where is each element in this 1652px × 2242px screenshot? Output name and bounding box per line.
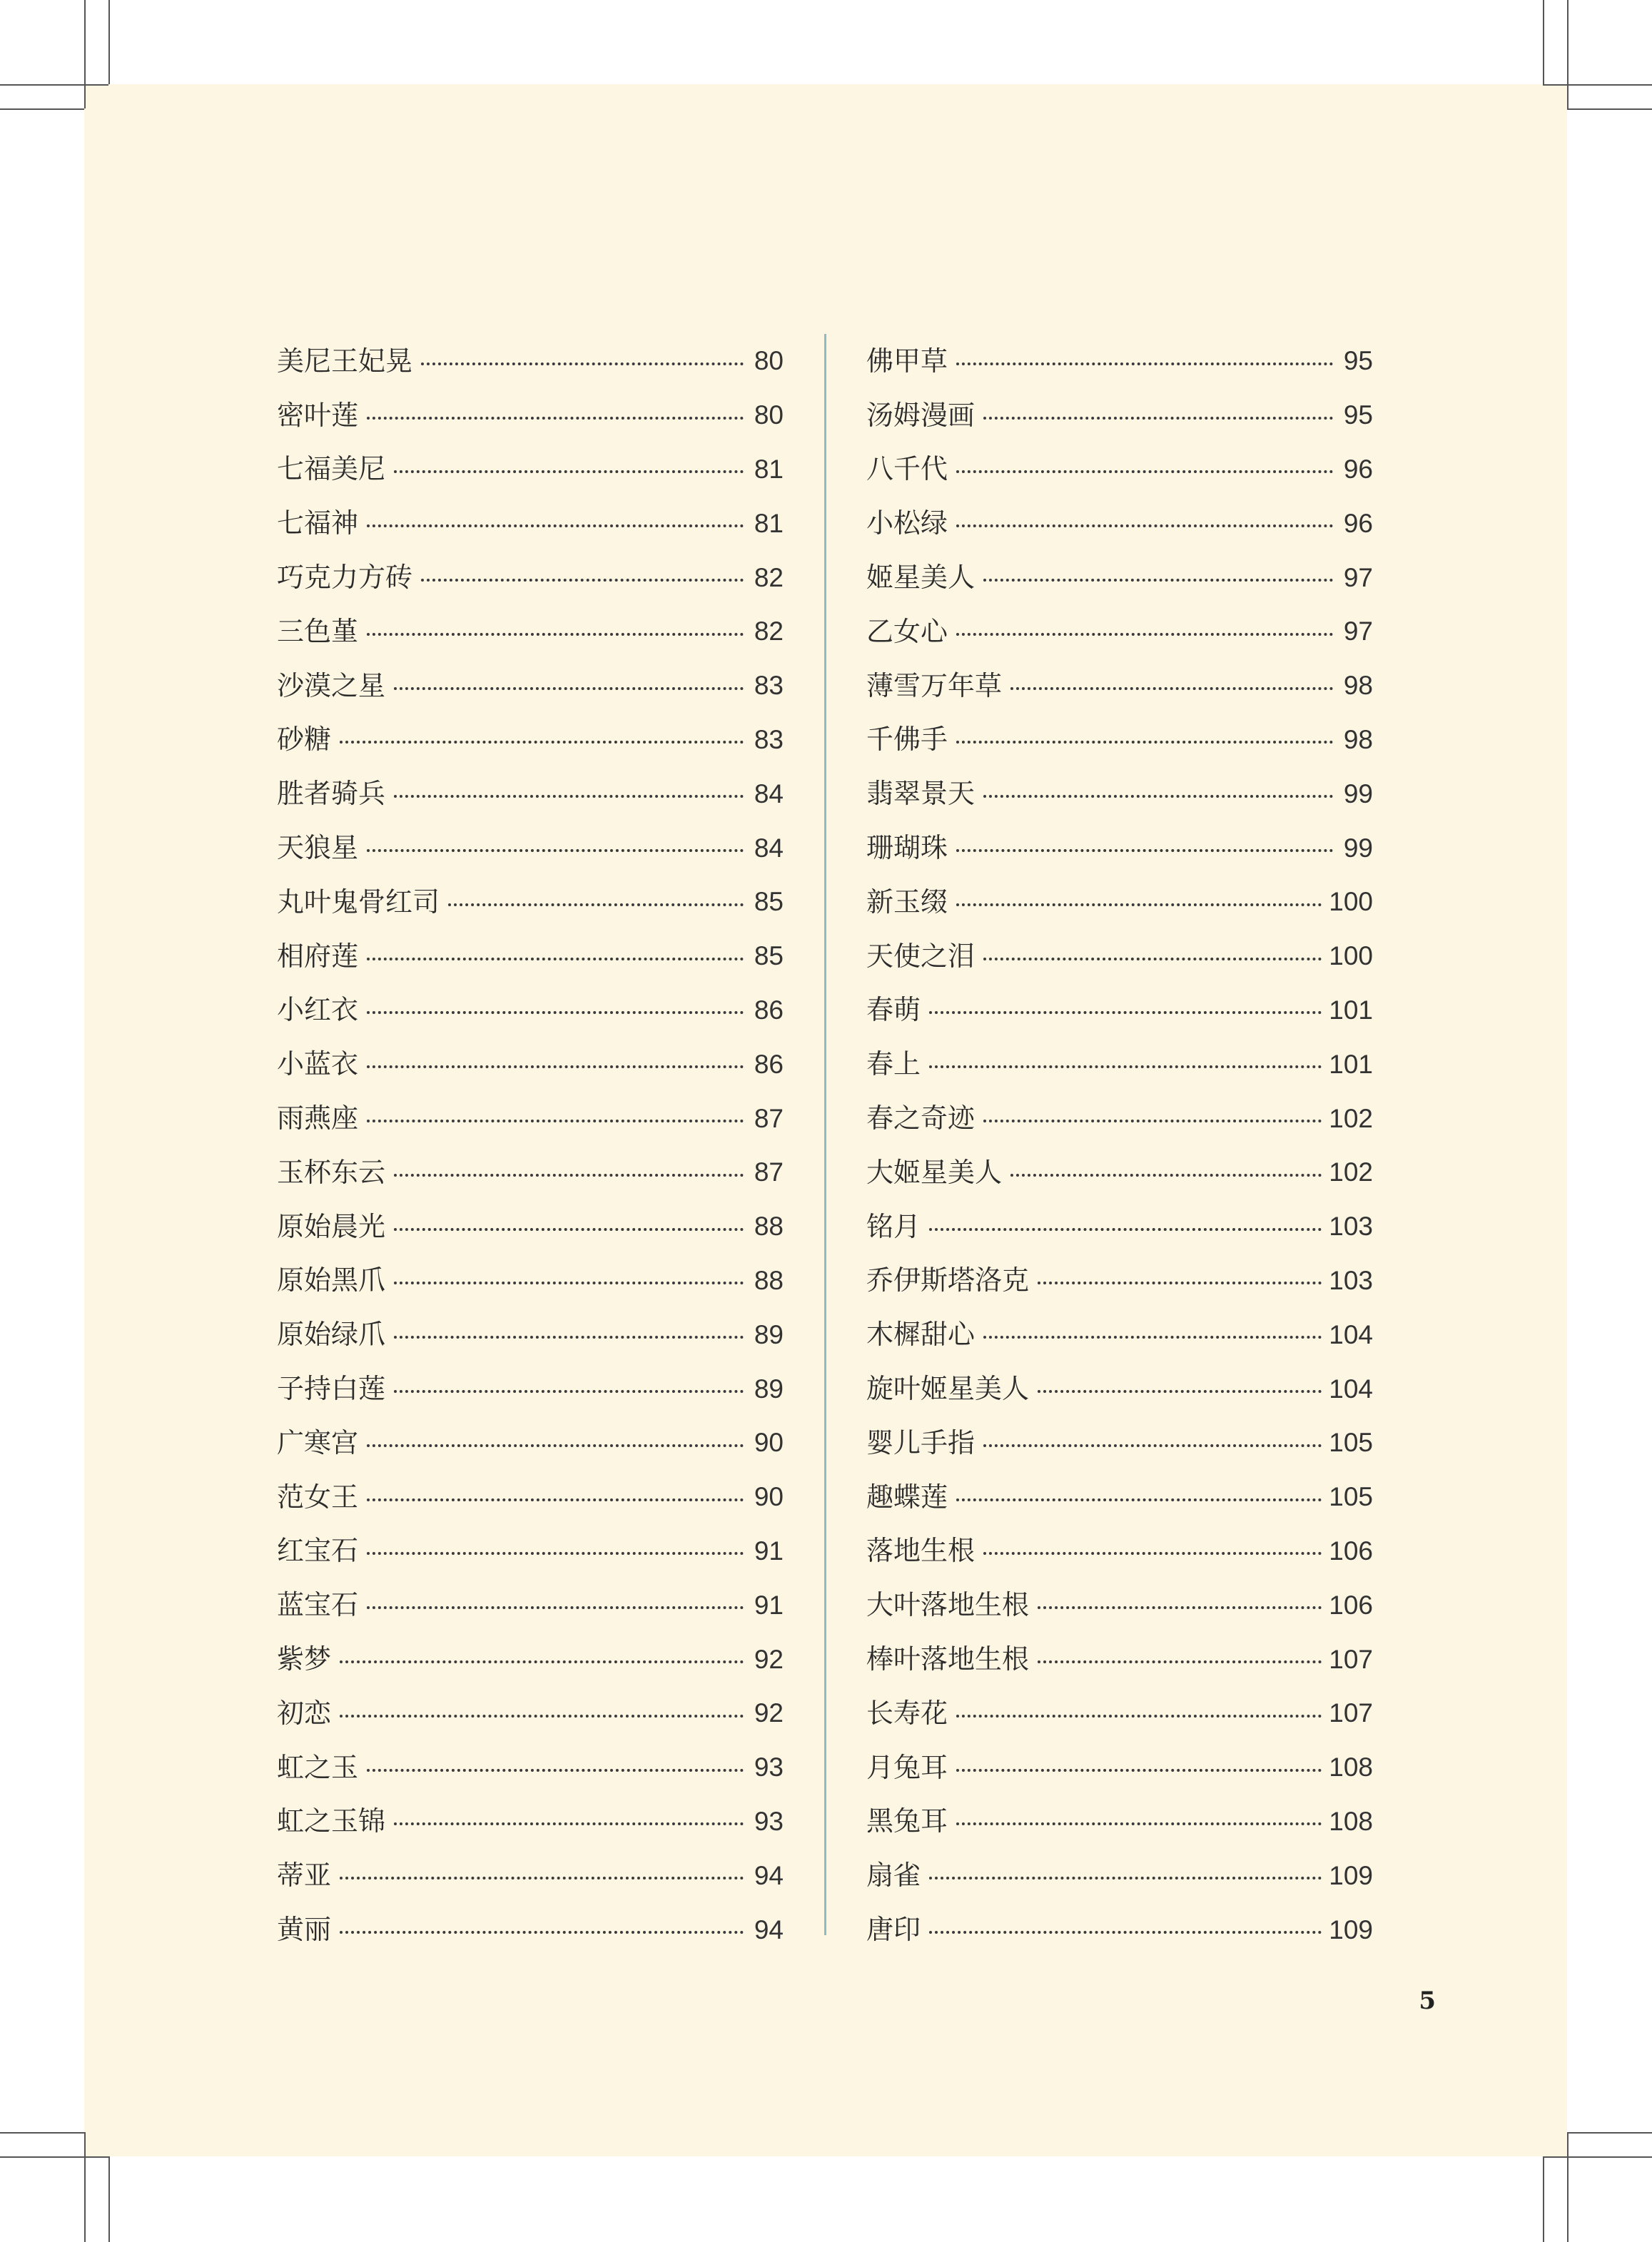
toc-entry-title: 巧克力方砖 — [277, 562, 413, 594]
toc-dot-leader — [367, 1498, 744, 1501]
toc-entry[interactable] — [277, 766, 784, 821]
toc-entry-page: 102 — [1329, 1103, 1373, 1133]
toc-right-column — [866, 334, 1373, 1957]
toc-entry[interactable] — [277, 1524, 784, 1578]
toc-entry-page: 89 — [754, 1319, 784, 1349]
toc-entry[interactable] — [277, 1416, 784, 1470]
toc-entry[interactable] — [866, 875, 1373, 929]
toc-entry-page: 81 — [754, 454, 784, 484]
toc-entry-title: 黄丽 — [277, 1914, 332, 1945]
crop-mark — [1543, 2156, 1652, 2158]
toc-entry[interactable] — [277, 442, 784, 497]
toc-dot-leader — [929, 1011, 1322, 1014]
toc-entry-page: 95 — [1343, 346, 1373, 376]
toc-dot-leader — [367, 417, 744, 420]
toc-entry-title: 乙女心 — [866, 615, 948, 647]
toc-entry-page: 86 — [754, 995, 784, 1025]
toc-entry-title: 原始绿爪 — [277, 1319, 386, 1351]
toc-entry-title: 虹之玉 — [277, 1751, 359, 1783]
toc-entry-title: 丸叶鬼骨红司 — [277, 886, 440, 918]
toc-dot-leader — [1038, 1660, 1322, 1663]
toc-entry[interactable] — [866, 1902, 1373, 1957]
toc-entry-page: 105 — [1329, 1482, 1373, 1512]
toc-entry-page: 108 — [1329, 1806, 1373, 1836]
toc-entry-page: 99 — [1343, 778, 1373, 808]
toc-entry-page: 98 — [1343, 724, 1373, 754]
toc-entry-title: 广寒宫 — [277, 1426, 359, 1459]
toc-dot-leader — [367, 958, 744, 960]
toc-entry[interactable] — [277, 983, 784, 1038]
toc-entry[interactable] — [277, 1091, 784, 1145]
toc-entry[interactable] — [277, 1037, 784, 1091]
toc-entry-title: 婴儿手指 — [866, 1426, 976, 1459]
toc-entry[interactable] — [866, 1632, 1373, 1686]
toc-entry-title: 薄雪万年草 — [866, 669, 1003, 701]
toc-dot-leader — [956, 1498, 1322, 1501]
toc-entry[interactable] — [277, 1686, 784, 1740]
toc-entry-page: 103 — [1329, 1212, 1373, 1242]
toc-entry[interactable] — [866, 334, 1373, 388]
toc-entry-title: 初恋 — [277, 1697, 332, 1729]
toc-entry[interactable] — [277, 1199, 784, 1254]
toc-entry-title: 紫梦 — [277, 1643, 332, 1675]
crop-mark — [0, 108, 84, 110]
toc-entry-page: 109 — [1329, 1860, 1373, 1890]
toc-entry[interactable] — [866, 388, 1373, 442]
toc-entry[interactable] — [277, 821, 784, 875]
toc-entry-title: 蓝宝石 — [277, 1589, 359, 1621]
crop-mark — [108, 0, 110, 84]
toc-entry[interactable] — [277, 1740, 784, 1795]
toc-entry[interactable] — [277, 550, 784, 604]
toc-entry-page: 108 — [1329, 1752, 1373, 1782]
toc-entry-title: 汤姆漫画 — [866, 399, 976, 431]
toc-entry-title: 新玉缀 — [866, 886, 948, 918]
toc-entry-title: 玉杯东云 — [277, 1156, 386, 1188]
toc-entry-title: 子持白莲 — [277, 1373, 386, 1405]
toc-entry[interactable] — [277, 1578, 784, 1632]
toc-entry[interactable] — [277, 496, 784, 550]
toc-entry-page: 104 — [1329, 1319, 1373, 1349]
toc-entry-page: 83 — [754, 724, 784, 754]
toc-dot-leader — [1038, 1390, 1322, 1393]
toc-dot-leader — [956, 362, 1333, 365]
toc-entry-page: 95 — [1343, 400, 1373, 430]
toc-entry-page: 93 — [754, 1806, 784, 1836]
toc-dot-leader — [421, 579, 744, 582]
toc-entry-page: 82 — [754, 617, 784, 646]
toc-dot-leader — [448, 903, 744, 906]
toc-dot-leader — [956, 1769, 1322, 1772]
toc-entry[interactable] — [277, 713, 784, 767]
toc-entry-title: 三色堇 — [277, 615, 359, 647]
toc-entry-title: 月兔耳 — [866, 1751, 948, 1783]
toc-entry[interactable] — [866, 496, 1373, 550]
toc-entry-page: 84 — [754, 833, 784, 863]
crop-mark — [1567, 108, 1652, 110]
toc-dot-leader — [983, 958, 1322, 960]
toc-entry-title: 大姬星美人 — [866, 1156, 1003, 1188]
toc-entry-page: 87 — [754, 1157, 784, 1187]
toc-dot-leader — [394, 1390, 744, 1393]
toc-dot-leader — [956, 741, 1333, 744]
toc-entry[interactable] — [866, 713, 1373, 767]
toc-entry-title: 八千代 — [866, 453, 948, 485]
toc-entry-title: 扇雀 — [866, 1860, 921, 1892]
toc-entry-page: 91 — [754, 1590, 784, 1620]
toc-entry[interactable] — [866, 1361, 1373, 1416]
toc-entry[interactable] — [866, 983, 1373, 1038]
toc-dot-leader — [983, 1336, 1322, 1339]
toc-entry-title: 美尼王妃晃 — [277, 345, 413, 377]
toc-entry-title: 虹之玉锦 — [277, 1805, 386, 1837]
toc-entry[interactable] — [277, 929, 784, 983]
toc-dot-leader — [367, 1552, 744, 1555]
toc-entry[interactable] — [277, 604, 784, 659]
toc-entry-title: 小红衣 — [277, 994, 359, 1026]
toc-entry[interactable] — [277, 1795, 784, 1849]
toc-entry-title: 砂糖 — [277, 724, 332, 756]
toc-entry-title: 沙漠之星 — [277, 669, 386, 701]
toc-entry-page: 83 — [754, 671, 784, 701]
toc-dot-leader — [394, 1174, 744, 1177]
toc-entry-title: 春上 — [866, 1048, 921, 1080]
toc-entry[interactable] — [866, 1848, 1373, 1902]
crop-mark — [1567, 2132, 1569, 2242]
toc-dot-leader — [929, 1877, 1322, 1880]
toc-entry-page: 94 — [754, 1914, 784, 1944]
toc-entry[interactable] — [866, 604, 1373, 659]
toc-entry-title: 黑兔耳 — [866, 1805, 948, 1837]
toc-entry-page: 88 — [754, 1265, 784, 1295]
toc-entry-page: 94 — [754, 1860, 784, 1890]
toc-entry-title: 蒂亚 — [277, 1860, 332, 1892]
toc-dot-leader — [983, 417, 1333, 420]
toc-entry-page: 92 — [754, 1644, 784, 1674]
toc-dot-leader — [367, 633, 744, 636]
toc-dot-leader — [956, 849, 1333, 852]
crop-mark — [1543, 84, 1652, 86]
toc-dot-leader — [394, 1282, 744, 1284]
crop-mark — [1543, 2156, 1544, 2242]
toc-entry-title: 落地生根 — [866, 1535, 976, 1567]
toc-entry-page: 100 — [1329, 887, 1373, 917]
toc-entry[interactable] — [866, 1470, 1373, 1524]
toc-dot-leader — [394, 1822, 744, 1825]
toc-dot-leader — [421, 362, 744, 365]
toc-entry-page: 102 — [1329, 1157, 1373, 1187]
toc-entry[interactable] — [866, 442, 1373, 497]
toc-entry-title: 红宝石 — [277, 1535, 359, 1567]
toc-entry-title: 千佛手 — [866, 724, 948, 756]
toc-dot-leader — [367, 849, 744, 852]
toc-entry[interactable] — [866, 1524, 1373, 1578]
toc-dot-leader — [983, 579, 1333, 582]
toc-entry[interactable] — [866, 1416, 1373, 1470]
toc-dot-leader — [367, 1011, 744, 1014]
toc-dot-leader — [983, 1444, 1322, 1447]
toc-dot-leader — [956, 524, 1333, 527]
toc-dot-leader — [340, 1877, 744, 1880]
toc-entry-title: 春萌 — [866, 994, 921, 1026]
toc-dot-leader — [340, 741, 744, 744]
crop-mark — [1543, 0, 1544, 84]
toc-entry-title: 七福美尼 — [277, 453, 386, 485]
toc-entry-title: 七福神 — [277, 507, 359, 539]
toc-entry-title: 铭月 — [866, 1210, 921, 1242]
toc-dot-leader — [983, 795, 1333, 798]
toc-entry-title: 趣蝶莲 — [866, 1481, 948, 1513]
toc-entry-title: 姬星美人 — [866, 562, 976, 594]
toc-entry[interactable] — [277, 1470, 784, 1524]
toc-left-column — [277, 334, 784, 1957]
toc-dot-leader — [340, 1931, 744, 1934]
toc-dot-leader — [367, 1065, 744, 1068]
toc-entry-page: 93 — [754, 1752, 784, 1782]
toc-entry-page: 107 — [1329, 1698, 1373, 1728]
toc-entry[interactable] — [277, 659, 784, 713]
toc-entry-title: 范女王 — [277, 1481, 359, 1513]
toc-dot-leader — [394, 1336, 744, 1339]
toc-dot-leader — [929, 1931, 1322, 1934]
toc-dot-leader — [1038, 1606, 1322, 1609]
crop-mark — [84, 2132, 86, 2242]
toc-dot-leader — [956, 1822, 1322, 1825]
toc-dot-leader — [367, 524, 744, 527]
toc-entry-page: 97 — [1343, 617, 1373, 646]
toc-entry-title: 珊瑚珠 — [866, 832, 948, 864]
toc-entry-title: 小松绿 — [866, 507, 948, 539]
toc-dot-leader — [340, 1715, 744, 1718]
toc-dot-leader — [929, 1228, 1322, 1231]
crop-mark — [1567, 0, 1569, 108]
toc-dot-leader — [367, 1606, 744, 1609]
toc-entry-page: 109 — [1329, 1914, 1373, 1944]
toc-entry-page: 98 — [1343, 671, 1373, 701]
toc-entry[interactable] — [277, 875, 784, 929]
toc-entry-page: 97 — [1343, 562, 1373, 592]
toc-dot-leader — [367, 1769, 744, 1772]
toc-entry-page: 80 — [754, 346, 784, 376]
toc-entry-page: 99 — [1343, 833, 1373, 863]
toc-entry-page: 84 — [754, 778, 784, 808]
toc-entry-page: 106 — [1329, 1590, 1373, 1620]
toc-entry-title: 密叶莲 — [277, 399, 359, 431]
toc-entry-title: 天狼星 — [277, 832, 359, 864]
toc-entry[interactable] — [277, 1254, 784, 1308]
toc-entry-page: 105 — [1329, 1428, 1373, 1458]
toc-entry-page: 86 — [754, 1049, 784, 1079]
crop-mark — [0, 2132, 84, 2134]
toc-dot-leader — [1038, 1282, 1322, 1284]
toc-entry-page: 92 — [754, 1698, 784, 1728]
toc-entry[interactable] — [866, 550, 1373, 604]
toc-entry-page: 91 — [754, 1536, 784, 1566]
toc-entry-title: 天使之泪 — [866, 940, 976, 972]
toc-entry-title: 相府莲 — [277, 940, 359, 972]
toc-entry-page: 103 — [1329, 1265, 1373, 1295]
toc-entry-title: 胜者骑兵 — [277, 778, 386, 810]
toc-entry-page: 90 — [754, 1482, 784, 1512]
toc-entry[interactable] — [866, 821, 1373, 875]
toc-dot-leader — [394, 1228, 744, 1231]
toc-entry[interactable] — [866, 1740, 1373, 1795]
toc-entry[interactable] — [866, 659, 1373, 713]
page-number: 5 — [1419, 1987, 1436, 2015]
toc-dot-leader — [956, 470, 1333, 473]
toc-entry-page: 96 — [1343, 454, 1373, 484]
crop-mark — [108, 2156, 110, 2242]
toc-dot-leader — [394, 795, 744, 798]
toc-dot-leader — [929, 1065, 1322, 1068]
column-divider — [824, 334, 826, 1935]
toc-dot-leader — [1010, 687, 1333, 690]
toc-entry[interactable] — [277, 1307, 784, 1361]
toc-entry-page: 87 — [754, 1103, 784, 1133]
toc-entry-page: 80 — [754, 400, 784, 430]
toc-dot-leader — [983, 1552, 1322, 1555]
toc-entry-title: 小蓝衣 — [277, 1048, 359, 1080]
toc-entry-page: 107 — [1329, 1644, 1373, 1674]
crop-mark — [0, 2156, 108, 2158]
toc-dot-leader — [394, 470, 744, 473]
toc-entry-page: 101 — [1329, 1049, 1373, 1079]
toc-entry-page: 81 — [754, 508, 784, 538]
toc-dot-leader — [983, 1120, 1322, 1122]
toc-entry[interactable] — [866, 1199, 1373, 1254]
toc-entry-title: 旋叶姬星美人 — [866, 1373, 1030, 1405]
toc-entry[interactable] — [866, 1091, 1373, 1145]
toc-dot-leader — [340, 1660, 744, 1663]
toc-entry-title: 木樨甜心 — [866, 1319, 976, 1351]
toc-entry[interactable] — [277, 1848, 784, 1902]
toc-entry-page: 96 — [1343, 508, 1373, 538]
toc-entry-page: 82 — [754, 562, 784, 592]
toc-entry-title: 棒叶落地生根 — [866, 1643, 1030, 1675]
toc-entry-title: 长寿花 — [866, 1697, 948, 1729]
toc-entry-title: 原始晨光 — [277, 1210, 386, 1242]
toc-entry[interactable] — [866, 1307, 1373, 1361]
crop-mark — [1567, 2132, 1652, 2134]
toc-entry[interactable] — [866, 1037, 1373, 1091]
crop-mark — [84, 0, 86, 108]
crop-mark — [0, 84, 108, 86]
toc-entry[interactable] — [277, 388, 784, 442]
toc-entry[interactable] — [277, 1361, 784, 1416]
toc-dot-leader — [394, 687, 744, 690]
toc-dot-leader — [1010, 1174, 1322, 1177]
toc-entry-page: 104 — [1329, 1374, 1373, 1404]
toc-entry[interactable] — [277, 1632, 784, 1686]
toc-entry-title: 大叶落地生根 — [866, 1589, 1030, 1621]
toc-entry-title: 春之奇迹 — [866, 1102, 976, 1135]
toc-entry[interactable] — [866, 1254, 1373, 1308]
toc-entry-title: 佛甲草 — [866, 345, 948, 377]
toc-entry-title: 唐印 — [866, 1914, 921, 1945]
toc-entry[interactable] — [277, 1145, 784, 1199]
toc-entry-title: 乔伊斯塔洛克 — [866, 1264, 1030, 1297]
toc-entry-page: 101 — [1329, 995, 1373, 1025]
toc-entry-page: 85 — [754, 887, 784, 917]
toc-entry-page: 85 — [754, 941, 784, 971]
toc-dot-leader — [956, 1715, 1322, 1718]
toc-entry[interactable] — [866, 1686, 1373, 1740]
toc-entry-title: 翡翠景天 — [866, 778, 976, 810]
toc-entry-title: 原始黑爪 — [277, 1264, 386, 1297]
toc-entry-page: 106 — [1329, 1536, 1373, 1566]
toc-dot-leader — [367, 1120, 744, 1122]
toc-entry[interactable] — [866, 1578, 1373, 1632]
toc-entry-page: 88 — [754, 1212, 784, 1242]
toc-entry-page: 100 — [1329, 941, 1373, 971]
toc-entry[interactable] — [277, 334, 784, 388]
toc-entry[interactable] — [277, 1902, 784, 1957]
toc-entry-title: 雨燕座 — [277, 1102, 359, 1135]
toc-entry-page: 90 — [754, 1428, 784, 1458]
toc-entry[interactable] — [866, 1145, 1373, 1199]
toc-dot-leader — [956, 633, 1333, 636]
toc-dot-leader — [956, 903, 1322, 906]
toc-entry[interactable] — [866, 929, 1373, 983]
toc-entry[interactable] — [866, 766, 1373, 821]
toc-entry[interactable] — [866, 1795, 1373, 1849]
toc-dot-leader — [367, 1444, 744, 1447]
toc-entry-page: 89 — [754, 1374, 784, 1404]
